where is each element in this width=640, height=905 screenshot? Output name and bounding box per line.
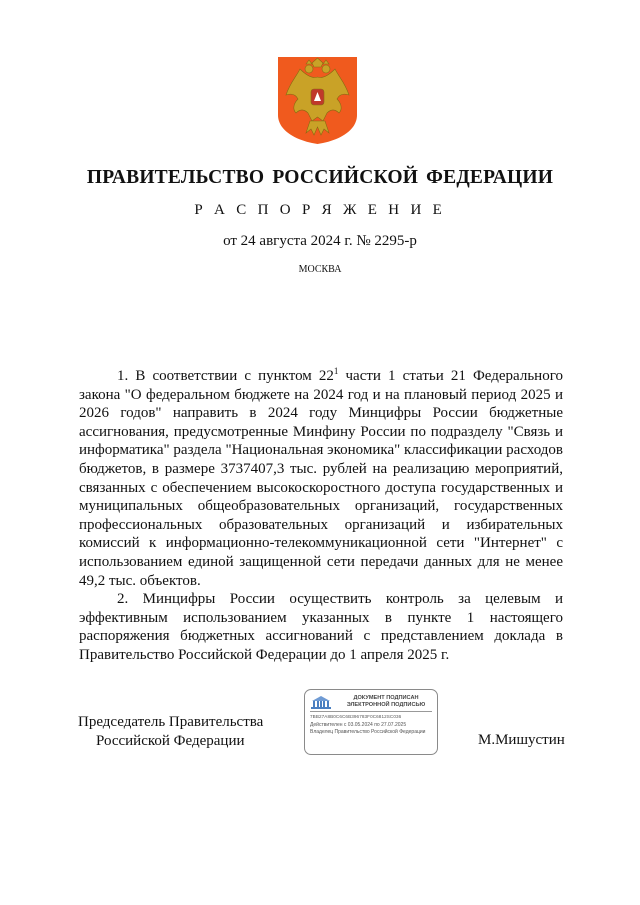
paragraph-1-text: части 1 статьи 21 Федерального закона "О федеральном бюджете на 2024 год и на плановый период 2025 и 2026 годов" направить в 2024 году Минцифры России бюджетные ассигнования, предусмотренные Минфину России по подразделу "Связь и информатика" раздела "Национальная экономика" классификации расходов бюджетов, в размере 3737407,3 тыс. рублей на реализацию мероприятий, связанных с обеспечением высокоскоростного доступа государственных и муниципальных общеобразовательных организаций, государственных профессиональных образовательных организаций и избирательных комиссий к информационно-телекоммуникационной сети "Интернет" с использованием единой защищенной сети передачи данных для не менее 49,2 тыс. объектов.	[79, 368, 563, 589]
stamp-divider	[310, 711, 432, 712]
electronic-signature-stamp	[304, 689, 438, 755]
signatory-position	[78, 713, 278, 751]
paragraph-1-superscript: 1	[333, 366, 339, 376]
document-body	[79, 367, 563, 665]
stamp-certificate: 7BB27A8B0C6C6B396783F0C6812SC036	[310, 714, 402, 719]
document-type: Р А С П О Р Я Ж Е Н И Е	[194, 202, 446, 218]
paragraph-1-lead: 1. В соответствии с пунктом 22	[117, 368, 334, 384]
coat-of-arms-icon	[276, 55, 359, 145]
document-date-number: от 24 августа 2024 г. № 2295-р	[223, 233, 417, 249]
signatory-position-line-2: Российской Федерации	[96, 733, 245, 749]
government-building-icon	[310, 695, 332, 710]
signatory-name: М.Мишустин	[478, 732, 565, 748]
stamp-validity: Действителен с 03.05.2024 по 27.07.2025	[310, 722, 407, 728]
paragraph-1	[79, 367, 563, 590]
document-city: МОСКВА	[298, 264, 342, 275]
stamp-title	[338, 695, 434, 709]
stamp-title-line-1: ДОКУМЕНТ ПОДПИСАН	[353, 695, 419, 701]
organization-name: ПРАВИТЕЛЬСТВО РОССИЙСКОЙ ФЕДЕРАЦИИ	[86, 167, 554, 188]
stamp-title-line-2: ЭЛЕКТРОННОЙ ПОДПИСЬЮ	[346, 702, 426, 708]
paragraph-2: 2. Минцифры России осуществить контроль за целевым и эффективным использованием указанных в пункте 1 настоящего распоряжения бюджетных ассигнований с представлением доклада в Правительство Российской Федерации до 1 апреля 2025 г.	[79, 591, 563, 663]
signatory-position-line-1: Председатель Правительства	[78, 714, 264, 730]
stamp-owner: Владелец Правительство Российской Федерации	[310, 729, 426, 735]
